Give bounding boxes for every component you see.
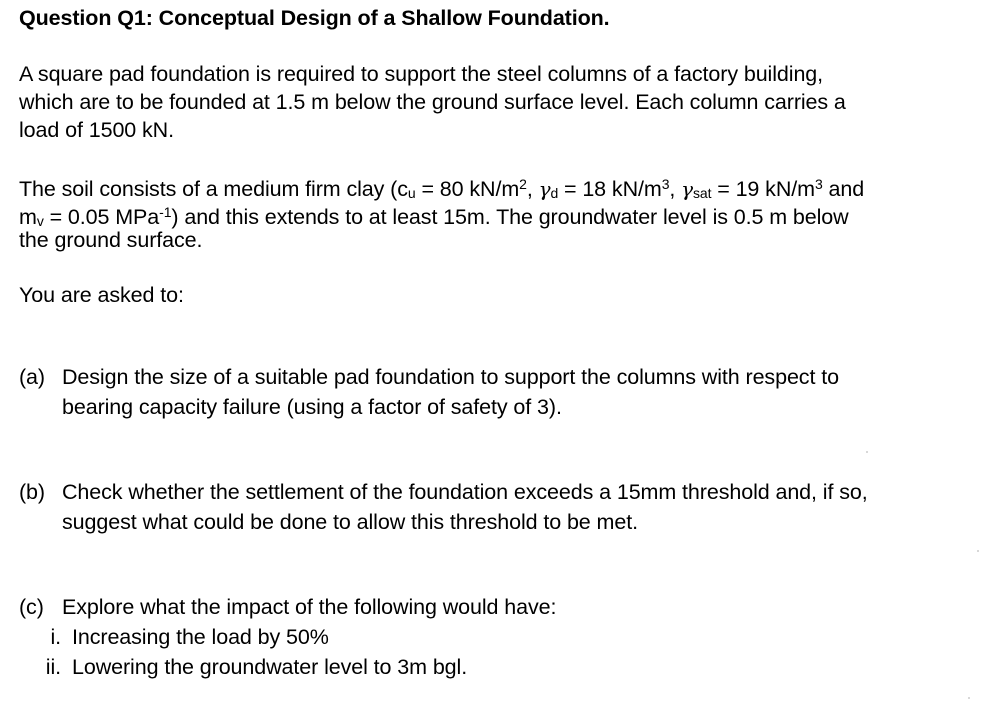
gamma-sat-symbol: γ <box>681 177 693 201</box>
soil-text: = 0.05 MPa <box>43 205 160 229</box>
subitem-number: i. <box>50 625 61 649</box>
asked-line: You are asked to: <box>19 283 184 307</box>
soil-text: , <box>526 177 539 201</box>
sat-subscript: sat <box>692 185 712 201</box>
cubed-superscript: 3 <box>814 176 823 192</box>
part-b-marker: (b) <box>19 480 45 504</box>
part-a-body <box>62 362 839 422</box>
intro-paragraph <box>19 60 846 144</box>
part-a-line: bearing capacity failure (using a factor of safety of 3). <box>62 395 562 419</box>
part-c-marker: (c) <box>19 595 44 619</box>
part-b-line: Check whether the settlement of the foundation exceeds a 15mm threshold and, if so, <box>62 480 868 504</box>
part-c-line: Explore what the impact of the following would have: <box>62 595 557 619</box>
soil-paragraph <box>19 170 864 254</box>
soil-line: the ground surface. <box>19 228 203 252</box>
scan-speck <box>866 451 868 453</box>
subitem-number: ii. <box>45 655 61 679</box>
soil-text: The soil consists of a medium firm clay (c <box>19 177 408 201</box>
part-c-body <box>45 592 557 682</box>
soil-text: m <box>19 205 37 229</box>
scan-speck <box>968 697 970 699</box>
subitem-text: Increasing the load by 50% <box>72 625 329 649</box>
soil-text: = 19 kN/m <box>711 177 815 201</box>
soil-text: = 80 kN/m <box>415 177 520 201</box>
soil-text: , <box>669 177 682 201</box>
asked-text <box>19 281 184 309</box>
inverse-superscript: -1 <box>159 204 172 220</box>
part-c-subitem <box>31 652 556 682</box>
soil-text: = 18 kN/m <box>558 177 662 201</box>
question-title: Question Q1: Conceptual Design of a Shallow Foundation. <box>19 6 610 30</box>
soil-text: and <box>822 177 865 201</box>
d-subscript: d <box>550 185 559 201</box>
cu-subscript: u <box>407 185 416 201</box>
mv-subscript: v <box>36 213 44 229</box>
soil-line <box>19 170 865 201</box>
cubed-superscript: 3 <box>661 176 670 192</box>
squared-superscript: 2 <box>519 176 527 192</box>
part-a-line: Design the size of a suitable pad foundation to support the columns with respect to <box>62 365 839 389</box>
part-c-subitem <box>31 622 556 652</box>
intro-line: A square pad foundation is required to support the steel columns of a factory building, <box>19 62 824 86</box>
scan-speck <box>977 550 979 552</box>
part-b-line: suggest what could be done to allow this threshold to be met. <box>62 510 638 534</box>
part-b-body <box>62 477 868 537</box>
soil-text: ) and this extends to at least 15m. The groundwater level is 0.5 m below <box>171 205 849 229</box>
intro-line: which are to be founded at 1.5 m below the ground surface level. Each column carries a <box>19 90 846 114</box>
gamma-d-symbol: γ <box>538 177 551 201</box>
intro-line: load of 1500 kN. <box>19 118 174 142</box>
soil-line <box>19 198 864 229</box>
subitem-text: Lowering the groundwater level to 3m bgl. <box>72 655 468 679</box>
part-a-marker: (a) <box>19 365 45 389</box>
